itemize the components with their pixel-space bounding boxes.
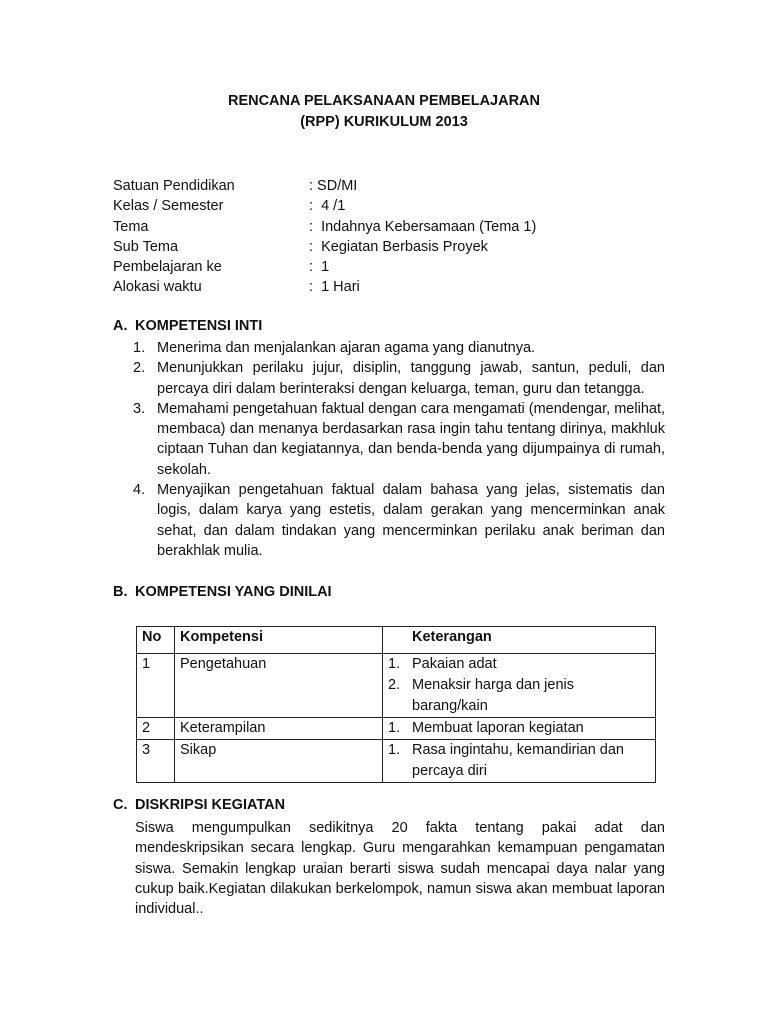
list-number: 4. bbox=[133, 482, 146, 499]
keterangan-text: Rasa ingintahu, kemandirian dan percaya diri bbox=[412, 742, 624, 779]
section-a-heading bbox=[113, 318, 262, 334]
section-letter: A. bbox=[113, 318, 128, 334]
keterangan-number: 1. bbox=[388, 720, 401, 736]
identity-row bbox=[113, 196, 613, 216]
section-title: KOMPETENSI YANG DINILAI bbox=[135, 584, 332, 600]
list-item bbox=[133, 480, 665, 561]
identity-value: : Indahnya Kebersamaan (Tema 1) bbox=[309, 218, 537, 235]
identity-value: : SD/MI bbox=[309, 178, 358, 194]
identity-row bbox=[113, 217, 613, 237]
keterangan-text: Menaksir harga dan jenis barang/kain bbox=[412, 677, 575, 714]
kegiatan-description: Siswa mengumpulkan sedikitnya 20 fakta tentang pakai adat dan mendeskripsikan secara lengkap. Guru mengarahkan kemampuan pengamatan siswa. Semakin lengkap uraian berarti siswa sudah mencapai daya nalar yang cukup baik.Kegiatan dilakukan berkelompok, namun siswa akan membuat laporan individual.. bbox=[135, 820, 665, 918]
section-title: DISKRIPSI KEGIATAN bbox=[135, 797, 286, 813]
cell-no: 2 bbox=[137, 718, 175, 740]
table-row bbox=[137, 718, 656, 740]
list-text: Menerima dan menjalankan ajaran agama yang dianutnya. bbox=[157, 340, 536, 356]
keterangan-number: 1. bbox=[388, 742, 401, 758]
list-number: 3. bbox=[133, 400, 146, 417]
document-title: RENCANA PELAKSANAAN PEMBELAJARAN bbox=[227, 93, 541, 109]
list-text: Menunjukkan perilaku jujur, disiplin, tanggung jawab, santun, peduli, dan percaya diri dalam berinteraksi dengan keluarga, teman, guru dan tetangga. bbox=[157, 360, 665, 397]
keterangan-item bbox=[388, 718, 650, 739]
identity-value: : Kegiatan Berbasis Proyek bbox=[309, 238, 488, 255]
identity-label: Tema bbox=[113, 218, 149, 235]
identity-value: : 1 Hari bbox=[309, 279, 360, 296]
keterangan-number: 1. bbox=[388, 656, 401, 672]
list-item bbox=[133, 338, 665, 358]
identity-row bbox=[113, 237, 613, 257]
keterangan-number: 2. bbox=[388, 677, 401, 693]
section-c-heading bbox=[113, 797, 285, 813]
keterangan-item bbox=[388, 740, 650, 782]
identity-label: Kelas / Semester bbox=[113, 198, 224, 215]
table-row bbox=[137, 740, 656, 783]
cell-no: 1 bbox=[137, 654, 175, 718]
list-item bbox=[133, 399, 665, 480]
list-item bbox=[133, 358, 665, 399]
kompetensi-inti-list bbox=[133, 338, 665, 561]
cell-kompetensi: Sikap bbox=[175, 740, 383, 783]
cell-no: 3 bbox=[137, 740, 175, 783]
list-number: 1. bbox=[133, 340, 146, 356]
kompetensi-table bbox=[136, 626, 656, 783]
identity-label: Alokasi waktu bbox=[113, 279, 202, 296]
column-header: No bbox=[137, 627, 175, 654]
cell-keterangan bbox=[383, 654, 656, 718]
identity-row bbox=[113, 176, 613, 196]
identity-label: Pembelajaran ke bbox=[113, 259, 222, 276]
section-letter: C. bbox=[113, 797, 128, 813]
identity-block bbox=[113, 176, 613, 298]
list-number: 2. bbox=[133, 360, 146, 377]
keterangan-text: Membuat laporan kegiatan bbox=[412, 720, 584, 736]
cell-keterangan bbox=[383, 718, 656, 740]
table-row bbox=[137, 654, 656, 718]
identity-label: Sub Tema bbox=[113, 238, 179, 255]
identity-row bbox=[113, 257, 613, 277]
cell-kompetensi: Keterampilan bbox=[175, 718, 383, 740]
section-title: KOMPETENSI INTI bbox=[135, 318, 263, 334]
section-letter: B. bbox=[113, 584, 128, 600]
identity-label: Satuan Pendidikan bbox=[113, 178, 235, 194]
cell-kompetensi: Pengetahuan bbox=[175, 654, 383, 718]
identity-row bbox=[113, 277, 613, 297]
keterangan-item bbox=[388, 675, 650, 717]
keterangan-text: Pakaian adat bbox=[412, 656, 497, 672]
keterangan-item bbox=[388, 654, 650, 675]
list-text: Memahami pengetahuan faktual dengan cara mengamati (mendengar, melihat, membaca) dan menanya berdasarkan rasa ingin tahu tentang dirinya, makhluk ciptaan Tuhan dan kegiatannya, dan benda-benda yang dijumpainya di rumah, sekolah. bbox=[157, 400, 665, 478]
table-header-row bbox=[137, 627, 656, 654]
column-header: Kompetensi bbox=[175, 627, 383, 654]
list-text: Menyajikan pengetahuan faktual dalam bahasa yang jelas, sistematis dan logis, dalam karya yang estetis, dalam gerakan yang mencerminkan anak sehat, dan dalam tindakan yang mencerminkan perilaku anak beriman dan berakhlak mulia. bbox=[157, 482, 665, 559]
column-header-label: Keterangan bbox=[412, 629, 492, 645]
section-b-heading bbox=[113, 584, 332, 600]
identity-value: : 1 bbox=[309, 259, 330, 276]
column-header bbox=[383, 627, 656, 654]
document-subtitle: (RPP) KURIKULUM 2013 bbox=[300, 114, 468, 130]
identity-value: : 4 /1 bbox=[309, 198, 346, 215]
cell-keterangan bbox=[383, 740, 656, 783]
